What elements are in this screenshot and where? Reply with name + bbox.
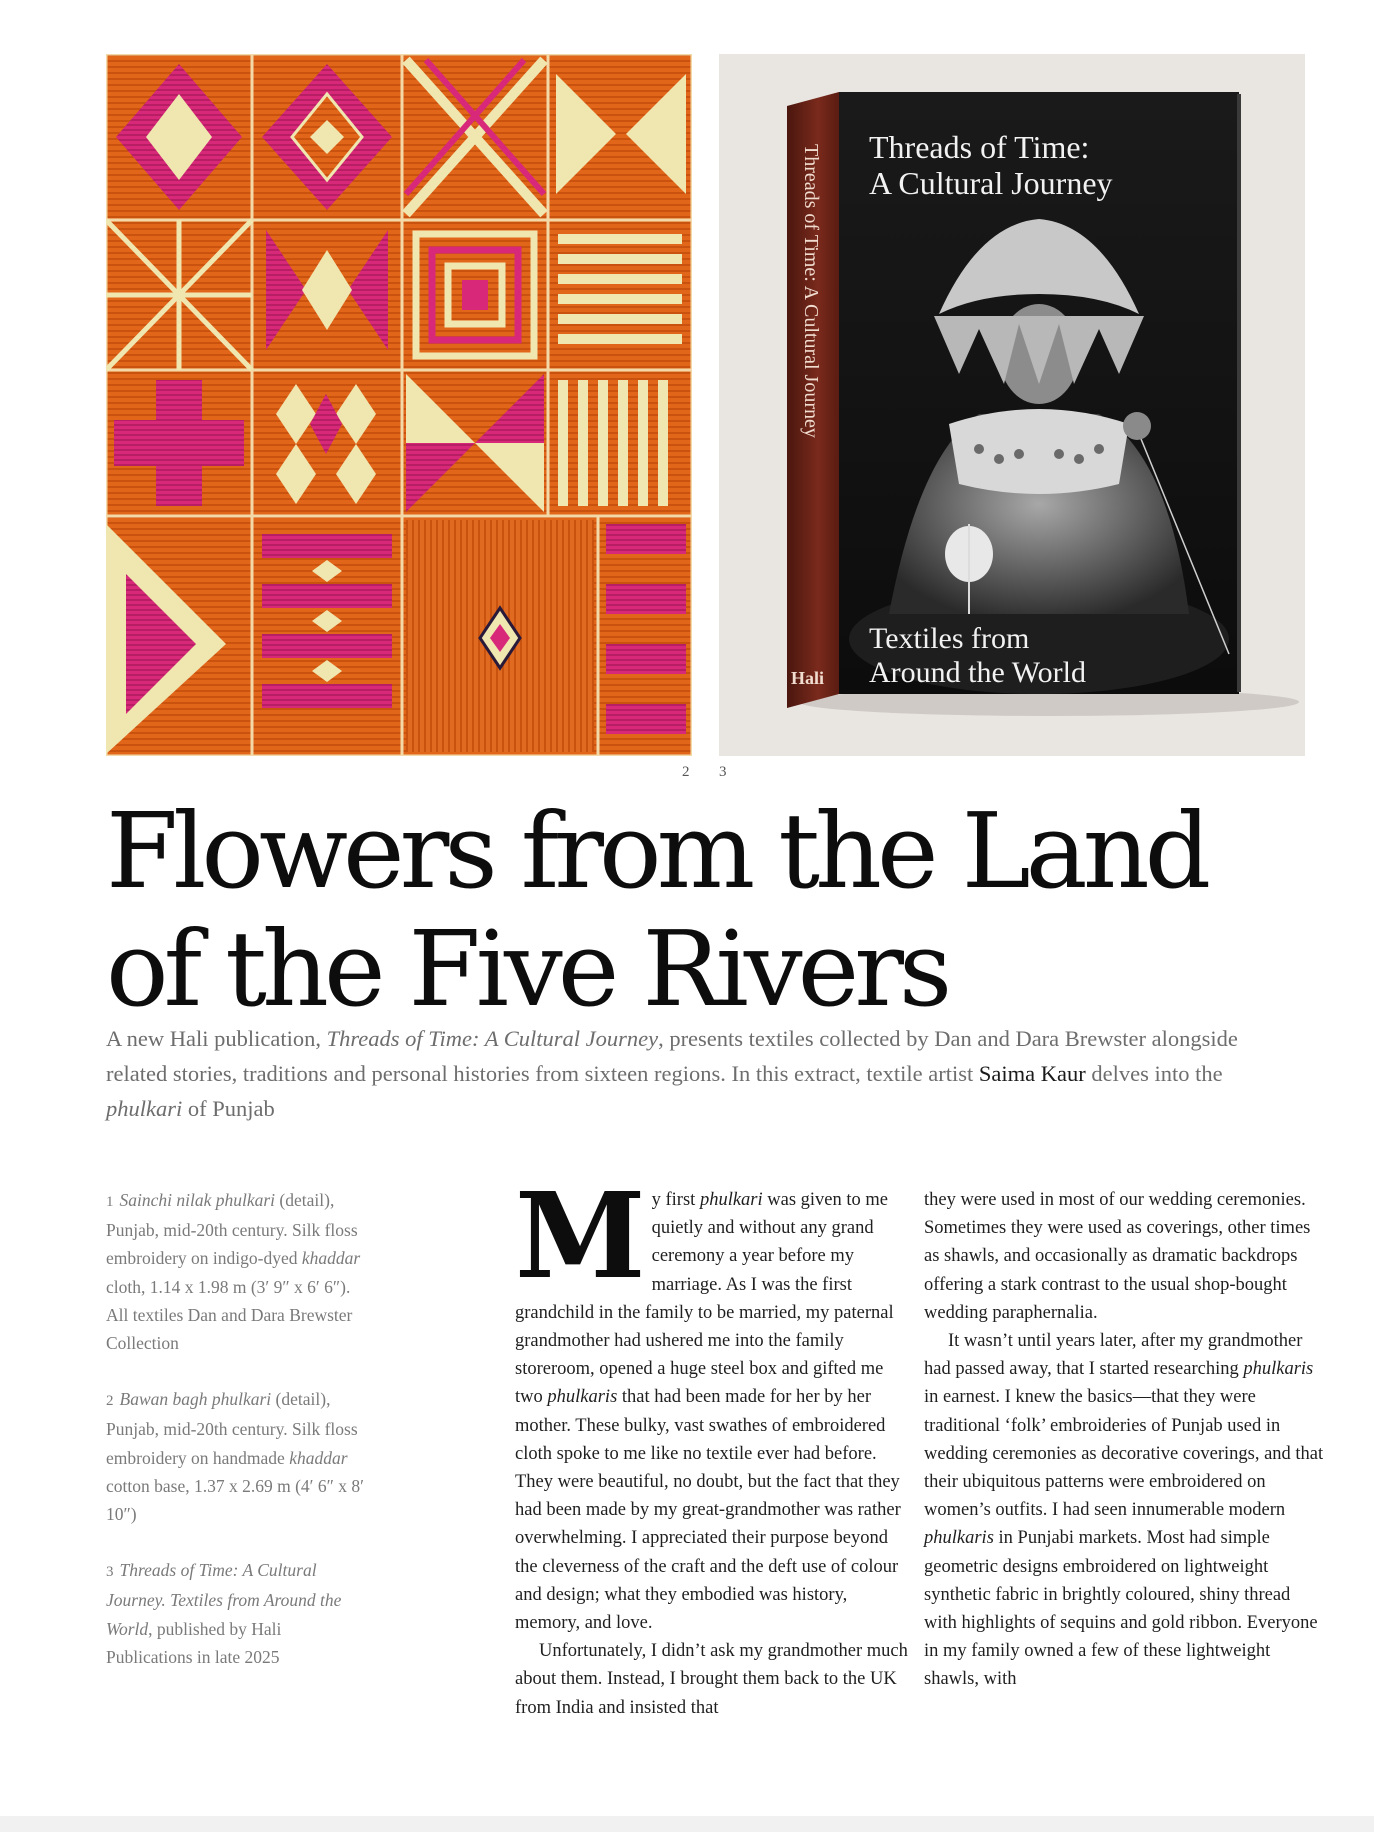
article-title — [106, 792, 1256, 1028]
body-term: phulkaris — [547, 1387, 618, 1408]
phulkari-textile-image — [106, 54, 692, 756]
caption-text: cotton base, 1.37 x 2.69 m (4′ 6″ x 8′ 10″) — [106, 1475, 364, 1525]
book-illustration — [719, 54, 1305, 756]
figure-number-2: 2 — [682, 764, 690, 780]
standfirst-text-2: , presents textiles collected by Dan and Dara Brewster alongside related stories, traditions and personal histories from sixteen regions. In this extract, textile artist — [106, 1026, 1238, 1086]
phulkari-pattern — [106, 54, 692, 756]
body-text: It wasn’t until years later, after my grandmother had passed away, that I started researching — [924, 1331, 1303, 1380]
cover-subtitle-line2: Around the World — [869, 656, 1087, 689]
author-name: Saima Kaur — [978, 1061, 1086, 1086]
cover-title-line1: Threads of Time: — [869, 129, 1090, 165]
spine-publisher: Hali — [791, 668, 825, 688]
caption-term: khaddar — [301, 1248, 361, 1269]
standfirst-term: phulkari — [106, 1096, 183, 1121]
caption-title: Threads of Time: A Cultural Journey. Textiles from Around the World — [106, 1560, 342, 1639]
figure-number-3: 3 — [719, 764, 727, 780]
caption-text: cloth, 1.14 x 1.98 m (3′ 9″ x 6′ 6″). All textiles Dan and Dara Brewster Collection — [106, 1276, 353, 1354]
body-text: was given to me quietly and without any grand ceremony a year before my marriage. As I was the first grandchild in the family to be married, my paternal grandmother had ushered me into the family storeroom, opened a huge steel box and gifted me two — [515, 1190, 894, 1408]
book-cover-image — [719, 54, 1305, 756]
body-text: in earnest. I knew the basics—that they were traditional ‘folk’ embroideries of Punjab used in wedding ceremonies as decorative coverings, and that their ubiquitous patterns were embroidered on women’s outfits. I had seen innumerable modern — [924, 1387, 1324, 1521]
caption-text: (detail), Punjab, mid-20th century. Silk floss embroidery on handmade — [106, 1389, 358, 1468]
caption-2 — [106, 1385, 366, 1528]
caption-number: 1 — [106, 1194, 114, 1210]
body-column-1 — [515, 1166, 915, 1722]
page-bottom-strip — [0, 1816, 1374, 1832]
body-text: y first — [651, 1190, 700, 1210]
image-captions — [106, 1186, 366, 1699]
standfirst-book-title: Threads of Time: A Cultural Journey — [326, 1026, 659, 1051]
caption-number: 3 — [106, 1564, 114, 1581]
caption-title: Sainchi nilak phulkari — [119, 1190, 276, 1210]
body-term: phulkaris — [1243, 1359, 1314, 1380]
caption-text: , published by Hali Publications in late 2025 — [106, 1618, 282, 1667]
body-term: phulkari — [699, 1190, 763, 1210]
standfirst — [106, 1021, 1276, 1126]
caption-title: Bawan bagh phulkari — [119, 1389, 272, 1410]
body-term: phulkaris — [924, 1528, 994, 1549]
title-line-1: Flowers from the Land — [106, 790, 1207, 912]
body-text: in Punjabi markets. Most had simple geometric designs embroidered on lightweight synthetic fabric in brightly coloured, shiny thread with highlights of sequins and gold ribbon. Everyone in my family owned a few of these lightweight shawls, with — [924, 1528, 1318, 1690]
body-paragraph — [924, 1327, 1324, 1694]
standfirst-text-3: delves into the — [1085, 1061, 1223, 1086]
body-paragraph — [515, 1166, 915, 1637]
body-paragraph: they were used in most of our wedding ceremonies. Sometimes they were used as coverings, other times as shawls, and occasionally as dramatic backdrops offering a stark contrast to the usual shop-bought wedding paraphernalia. — [924, 1190, 1311, 1323]
standfirst-text-1: A new Hali publication, — [106, 1026, 327, 1051]
cover-subtitle-line1: Textiles from — [869, 622, 1030, 655]
drop-cap: M — [515, 1166, 642, 1305]
caption-text: (detail), Punjab, mid-20th century. Silk floss embroidery on indigo-dyed — [106, 1190, 358, 1269]
cover-title-line2: A Cultural Journey — [869, 165, 1113, 201]
body-text: that had been made for her by her mother. These bulky, vast swathes of embroidered cloth spoke to me like no textile ever had before. They were beautiful, no doubt, but the fact that they had been made by my great-grandmother was rather overwhelming. I appreciated their purpose beyond the cleverness of the craft and the deft use of colour and design; what they embodied was history, memory, and love. — [515, 1387, 901, 1634]
standfirst-text-4: of Punjab — [182, 1096, 275, 1121]
caption-1 — [106, 1186, 366, 1357]
caption-3 — [106, 1556, 366, 1671]
body-paragraph: Unfortunately, I didn’t ask my grandmother much about them. Instead, I brought them back to the UK from India and insisted that — [515, 1641, 908, 1718]
spine-title: Threads of Time: A Cultural Journey — [800, 144, 822, 438]
caption-number: 2 — [106, 1393, 114, 1410]
title-line-2: of the Five Rivers — [106, 908, 948, 1030]
body-column-2 — [924, 1186, 1324, 1694]
caption-term: khaddar — [289, 1447, 348, 1468]
